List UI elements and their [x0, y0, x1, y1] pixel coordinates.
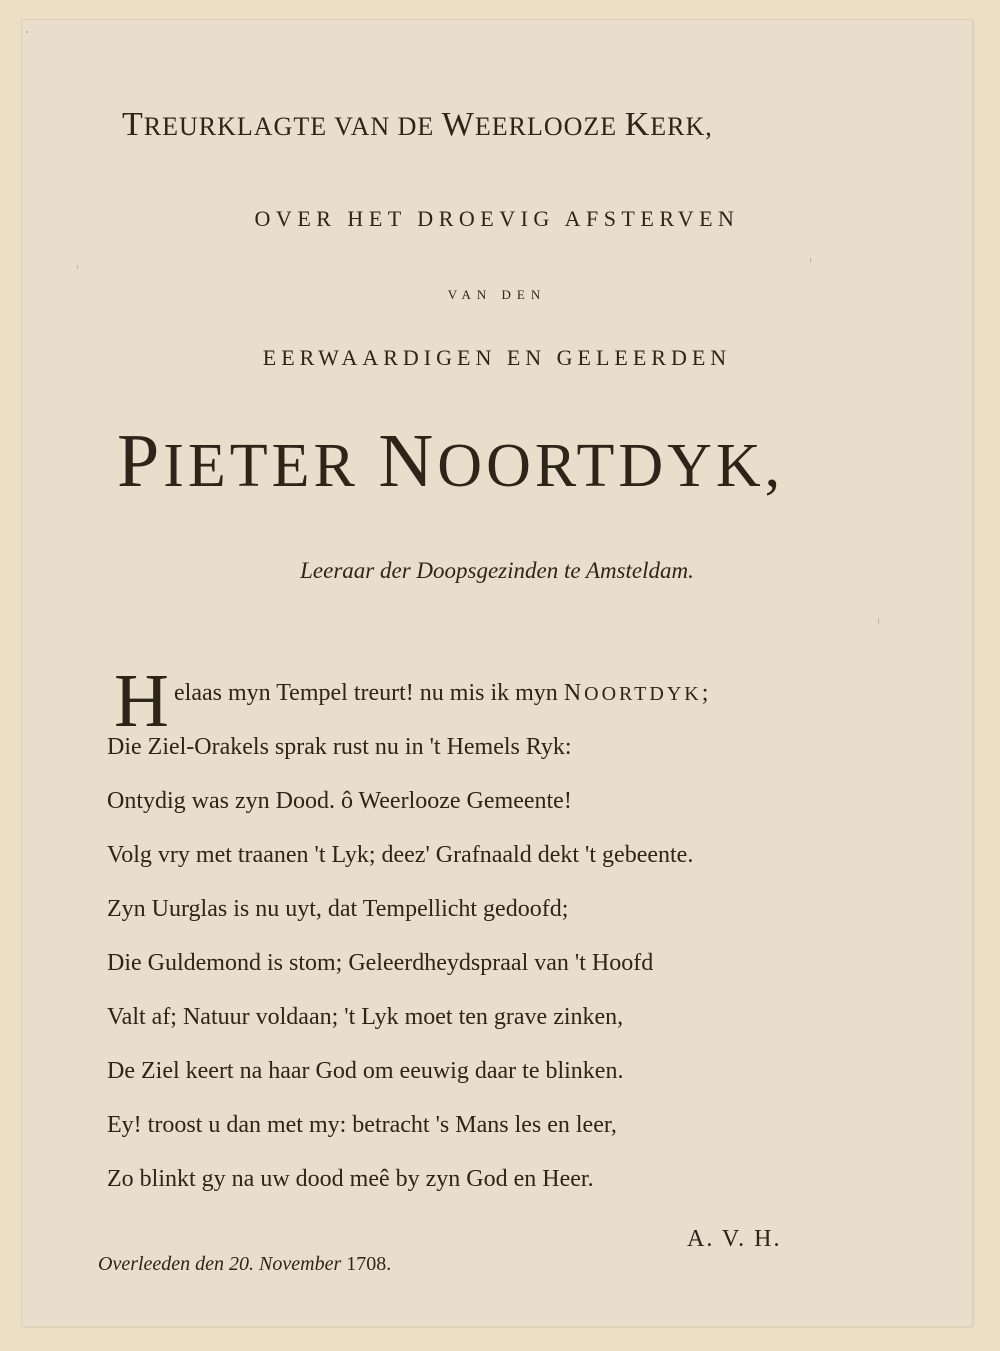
poem-line-6: Die Guldemond is stom; Geleerdheydspraal van 't Hoofd: [107, 950, 654, 976]
paper-sheet: [22, 20, 972, 1326]
initial-letter: N: [563, 680, 585, 706]
poem-line-9: Ey! troost u dan met my: betracht 's Mans les en leer,: [107, 1112, 617, 1138]
poem-line-2: Die Ziel-Orakels sprak rust nu in 't Hemels Ryk:: [107, 734, 572, 760]
paper-speck: [26, 31, 28, 33]
poem-line-4: Volg vry met traanen 't Lyk; deez' Grafnaald dekt 't gebeente.: [107, 842, 694, 868]
paper-speck: [810, 258, 811, 263]
heading-word: ERK,: [650, 112, 713, 141]
signature: A. V. H.: [687, 1226, 782, 1252]
initial-letter: T: [122, 106, 144, 143]
heading-line-1: [122, 106, 922, 144]
name-part: OORTDYK: [584, 683, 702, 705]
name-part: IETER: [163, 432, 379, 500]
heading-word: REURKLAGTE: [143, 112, 328, 141]
poem-line-5: Zyn Uurglas is nu uyt, dat Tempellicht gedoofd;: [107, 896, 569, 922]
verse-text: elaas myn Tempel treurt! nu mis ik myn: [174, 680, 564, 706]
subtitle: Leeraar der Doopsgezinden te Amsteldam.: [300, 558, 694, 583]
initial-letter: P: [117, 419, 164, 503]
name-smallcaps: [563, 680, 702, 706]
initial-letter: W: [441, 106, 475, 143]
poem-line-1: [174, 680, 708, 707]
date-of-death: [98, 1253, 391, 1276]
heading-line-2: OVER HET DROEVIG AFSTERVEN: [254, 206, 740, 231]
poem-line-7: Valt af; Natuur voldaan; 't Lyk moet ten grave zinken,: [107, 1004, 624, 1030]
heading-word: VAN DE: [327, 112, 442, 141]
died-year: 1708.: [346, 1253, 392, 1275]
poem-line-10: Zo blinkt gy na uw dood meê by zyn God en Heer.: [107, 1166, 594, 1192]
heading-line-3: VAN DEN: [447, 287, 547, 302]
poem-line-3: Ontydig was zyn Dood. ô Weerlooze Gemeente!: [107, 788, 572, 814]
heading-word: EERLOOZE: [474, 112, 625, 141]
poem-line-8: De Ziel keert na haar God om eeuwig daar te blinken.: [107, 1058, 624, 1084]
deceased-name: [117, 418, 784, 505]
name-part: OORTDYK,: [437, 432, 785, 500]
initial-letter: N: [378, 419, 438, 503]
drop-cap: H: [114, 659, 169, 743]
initial-letter: K: [624, 106, 651, 143]
heading-line-4: EERWAARDIGEN EN GELEERDEN: [262, 345, 732, 370]
died-label: Overleeden den 20. November: [98, 1253, 347, 1275]
paper-speck: [77, 265, 78, 269]
punctuation: ;: [701, 680, 709, 706]
paper-speck: [878, 618, 879, 624]
